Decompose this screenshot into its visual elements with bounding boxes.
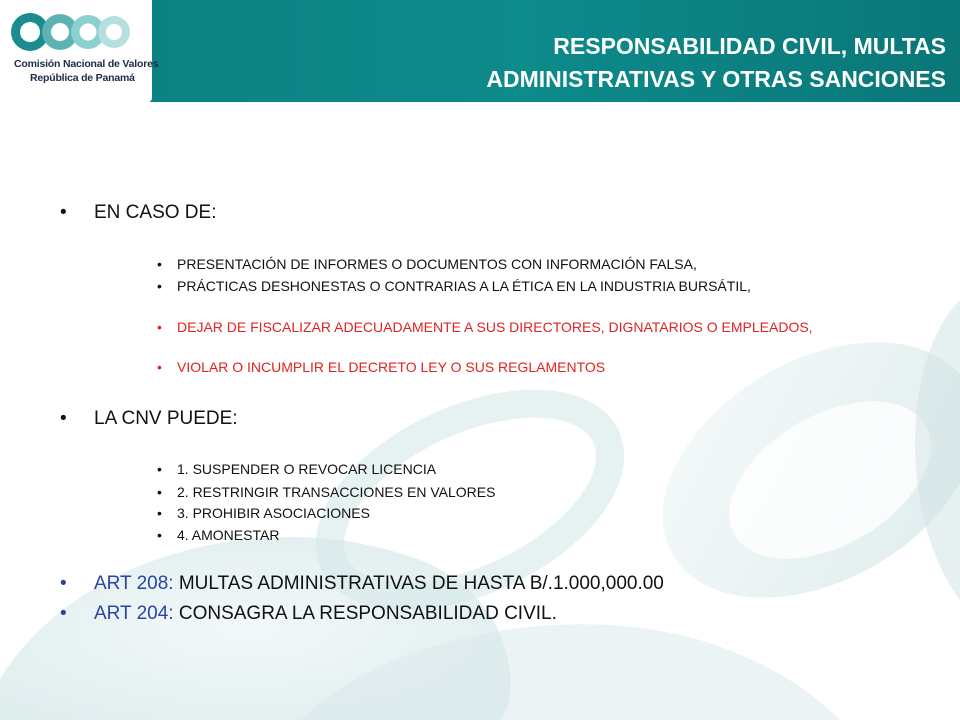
bullet-icon: • <box>157 505 162 521</box>
article-text: MULTAS ADMINISTRATIVAS DE HASTA B/.1.000,000.00 <box>173 573 664 594</box>
bullet-icon: • <box>60 408 67 429</box>
page-title-line-1: RESPONSABILIDAD CIVIL, MULTAS <box>553 33 946 59</box>
bullet-icon: • <box>60 202 67 223</box>
bullet-icon: • <box>60 573 67 594</box>
slide-content: • EN CASO DE: • PRESENTACIÓN DE INFORMES O DOCUMENTOS CON INFORMACIÓN FALSA, • PRÁCTICAS DESHONESTAS O CONTRARIAS A LA ÉTICA EN LA INDUSTRIA BURSÁTIL, • DEJAR DE FISCALIZAR ADECUADAMENTE A SUS DIRECTORES, DIGNATARIOS O EMPLEADOS, • VIOLAR O INCUMPLIR EL DECRETO LEY O SUS REGLAMENTOS • LA CNV PUEDE: • 1. SUSPENDER O REVOCAR LICENCIA • 2. RESTRINGIR TRANSACCIONES EN VALORES • 3. PROHIBIR ASOCIACIONES • 4. AMONESTAR • ART 208: MULTAS ADMINISTRATIVAS DE HASTA B/.1.000,000.00 • ART 204: CONSAGRA LA RESPONSABILIDAD CIVIL. <box>60 202 813 624</box>
bullet-icon: • <box>157 278 162 294</box>
bullet-icon: • <box>157 319 162 335</box>
article-text: CONSAGRA LA RESPONSABILIDAD CIVIL. <box>173 603 557 624</box>
bullet-icon: • <box>157 484 162 500</box>
bullet-icon: • <box>157 256 162 272</box>
page-title-line-2: ADMINISTRATIVAS Y OTRAS SANCIONES <box>486 66 946 92</box>
logo-org-name: Comisión Nacional de Valores <box>14 58 159 70</box>
article-ref: ART 208: <box>94 573 174 594</box>
bullet-icon: • <box>157 527 162 543</box>
logo-country: República de Panamá <box>30 72 135 84</box>
bullet-icon: • <box>157 359 162 375</box>
bullet-icon: • <box>60 603 67 624</box>
article-ref: ART 204: <box>94 603 174 624</box>
bullet-icon: • <box>157 461 162 477</box>
